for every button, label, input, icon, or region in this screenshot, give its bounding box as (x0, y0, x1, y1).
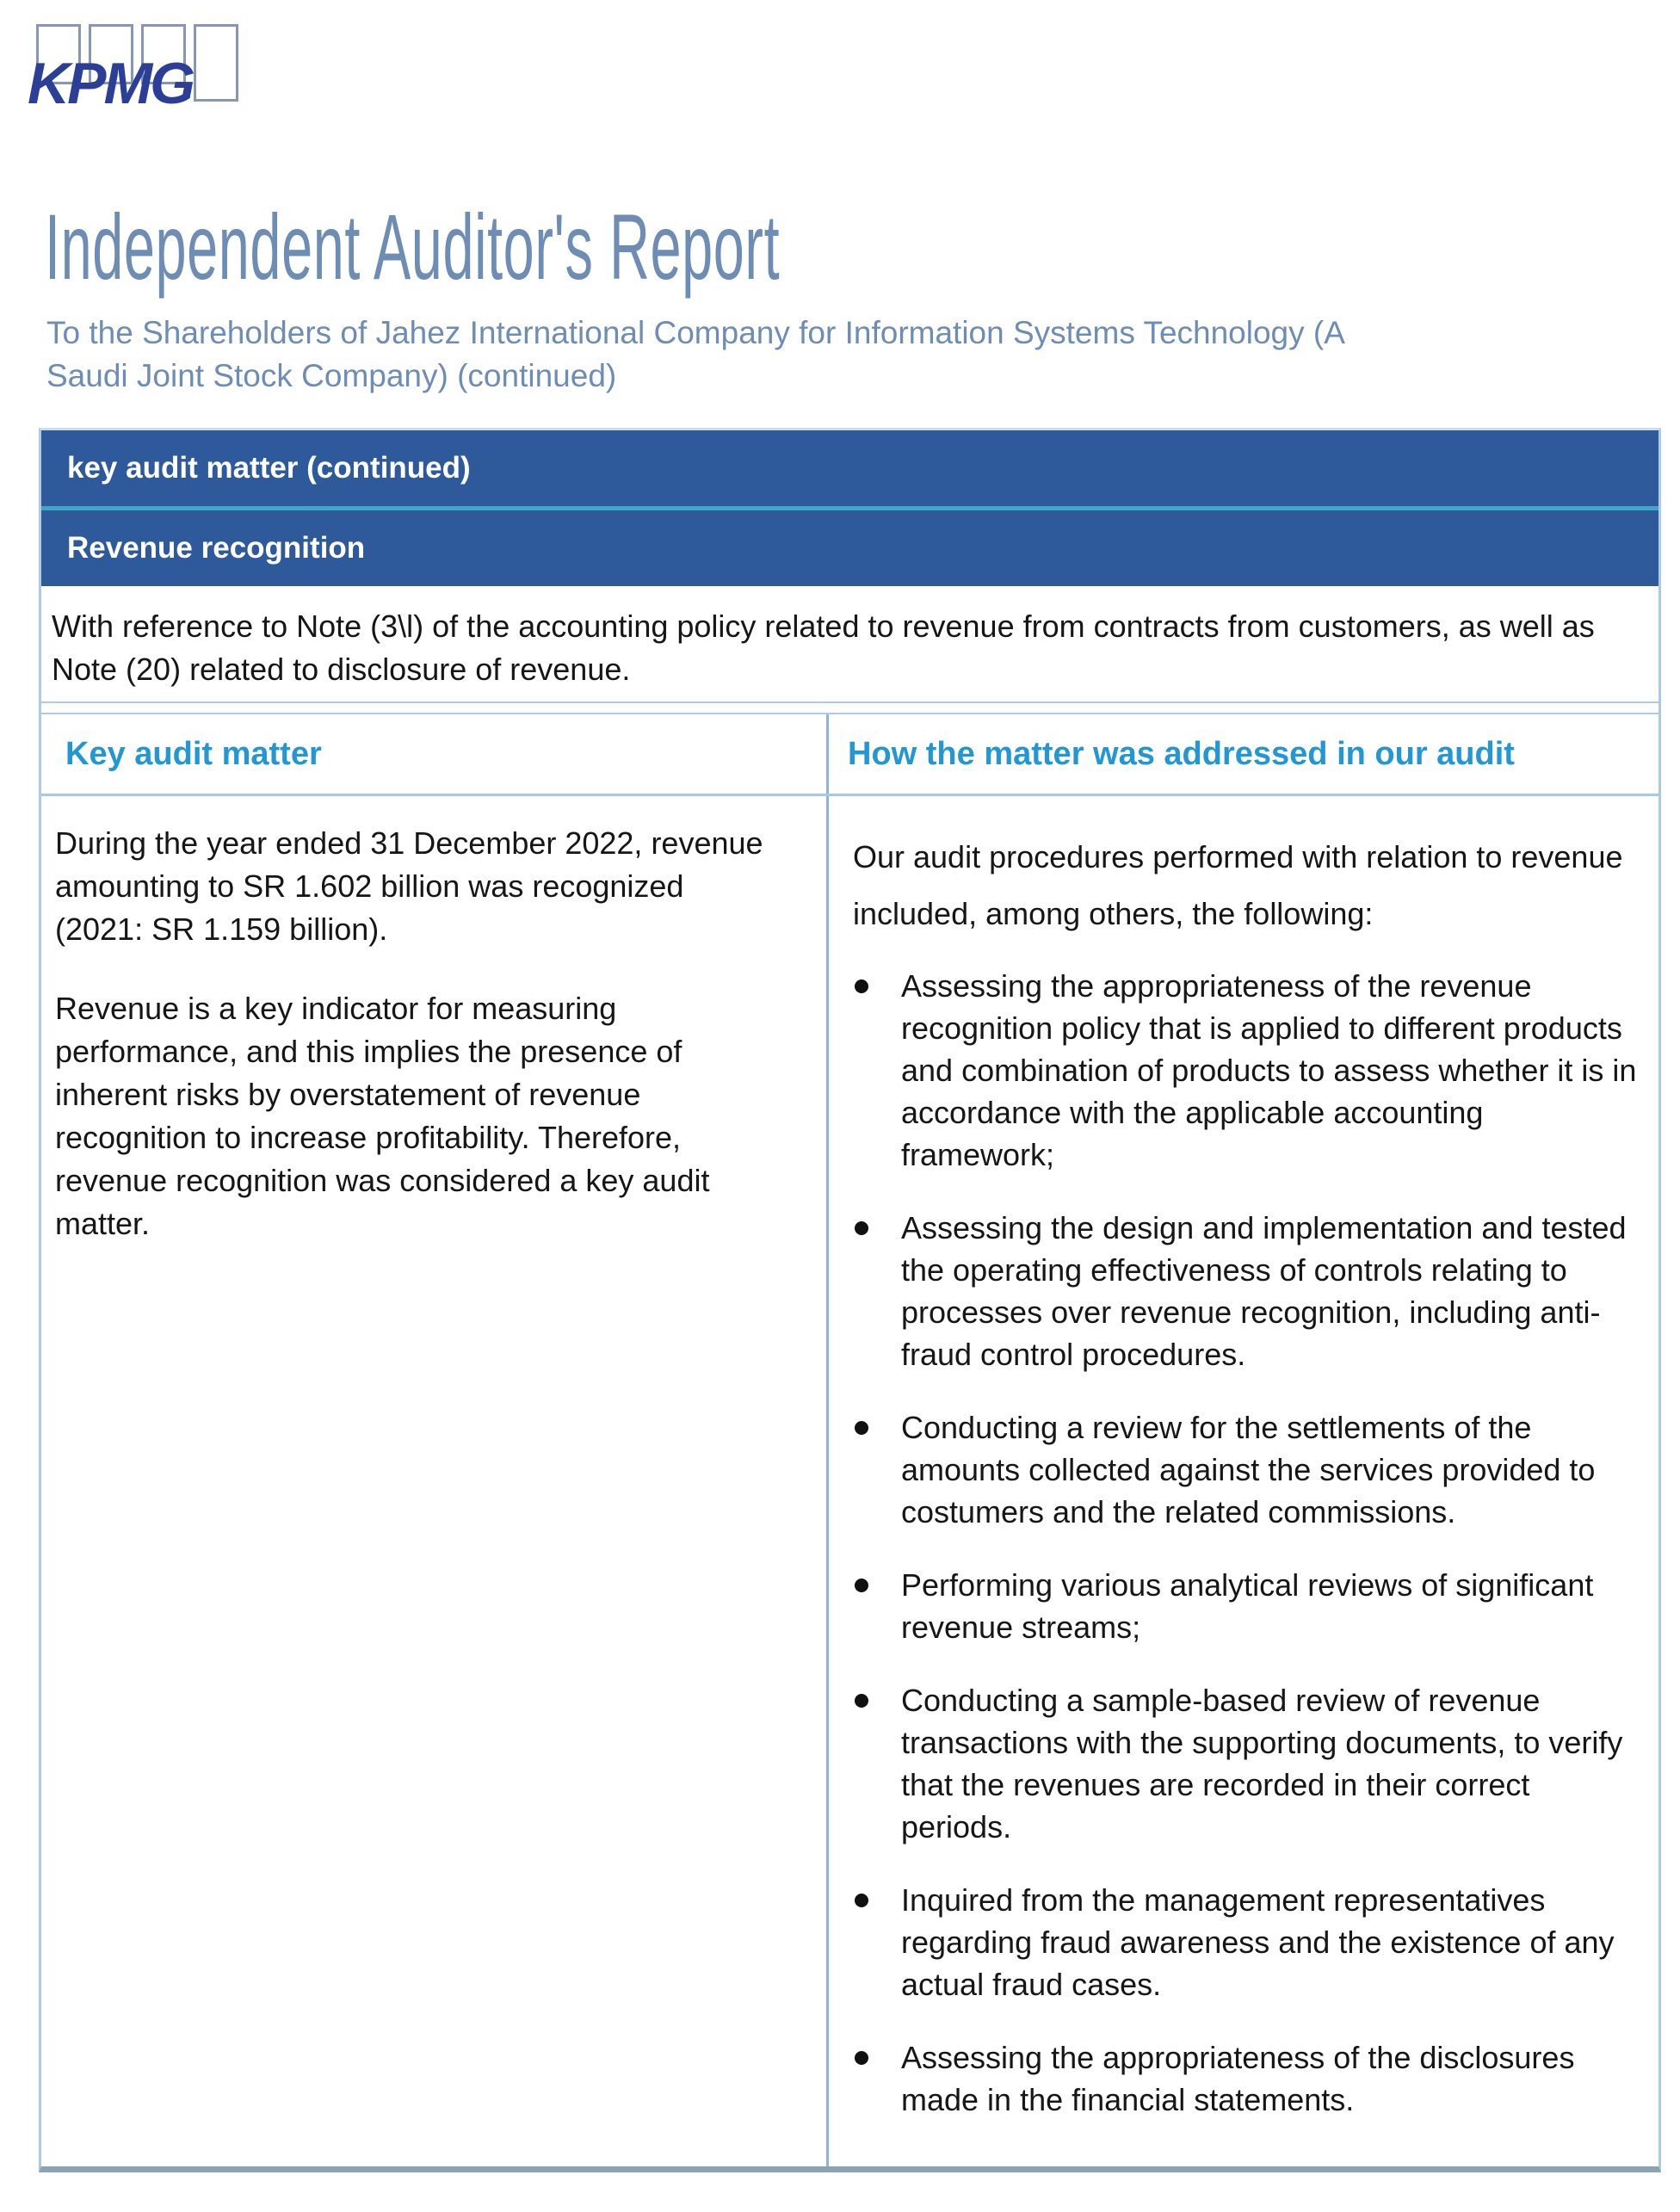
audit-procedure-item: Conducting a sample-based review of revenue transactions with the supporting documents, to verify that the revenues are recorded in their correct periods. (846, 1679, 1645, 1848)
audit-procedures-intro: Our audit procedures performed with relation to revenue included, among others, the following: (853, 839, 1623, 931)
key-audit-matter-paragraph: Revenue is a key indicator for measuring performance, and this implies the presence of inherent risks by overstatement of revenue recognition to increase profitability. Therefore, revenue recognition was considered a key audit matter. (55, 991, 710, 1241)
table-gap-row (41, 703, 1658, 714)
page-subtitle: To the Shareholders of Jahez International Company for Information Systems Technology (A Saudi Joint Stock Company) (continued) (46, 315, 1343, 393)
audit-procedure-item: Assessing the design and implementation and tested the operating effectiveness of controls relating to processes over revenue recognition, including anti-fraud control procedures. (846, 1207, 1645, 1375)
column-header-how-addressed: How the matter was addressed in our audit (848, 735, 1515, 772)
reference-paragraph: With reference to Note (3\l) of the accounting policy related to revenue from contracts from customers, as well as Note (20) related to disclosure of revenue. (41, 586, 1658, 703)
page-title: Independent Auditor's Report (45, 195, 781, 299)
key-audit-matter-cell (41, 796, 829, 2166)
column-header-key-audit-matter: Key audit matter (41, 714, 829, 794)
section-bar-key-audit-matter: key audit matter (continued) (41, 430, 1658, 510)
table-header-row (41, 714, 1658, 796)
audit-procedure-item: Inquired from the management representatives regarding fraud awareness and the existence of any actual fraud cases. (846, 1879, 1645, 2005)
audit-response-cell (829, 796, 1658, 2166)
section-bar-revenue-recognition: Revenue recognition (41, 510, 1658, 586)
table-body-row (41, 796, 1658, 2166)
audit-procedure-item: Assessing the appropriateness of the disclosures made in the financial statements. (846, 2036, 1645, 2121)
kpmg-logo-text: KPMG (28, 51, 193, 116)
key-audit-matter-paragraph: During the year ended 31 December 2022, revenue amounting to SR 1.602 billion was recognized (2021: SR 1.159 billion). (55, 825, 763, 947)
logo-rectangle-icon (194, 24, 238, 102)
kpmg-logo (26, 9, 250, 120)
audit-procedures-list (846, 965, 1645, 2121)
key-audit-matter-table (39, 428, 1661, 2172)
audit-procedure-item: Performing various analytical reviews of significant revenue streams; (846, 1564, 1645, 1648)
audit-procedure-item: Conducting a review for the settlements of the amounts collected against the services provided to costumers and the related commissions. (846, 1406, 1645, 1533)
audit-procedure-item: Assessing the appropriateness of the revenue recognition policy that is applied to different products and combination of products to assess whether it is in accordance with the applicable accounting framework; (846, 965, 1645, 1176)
